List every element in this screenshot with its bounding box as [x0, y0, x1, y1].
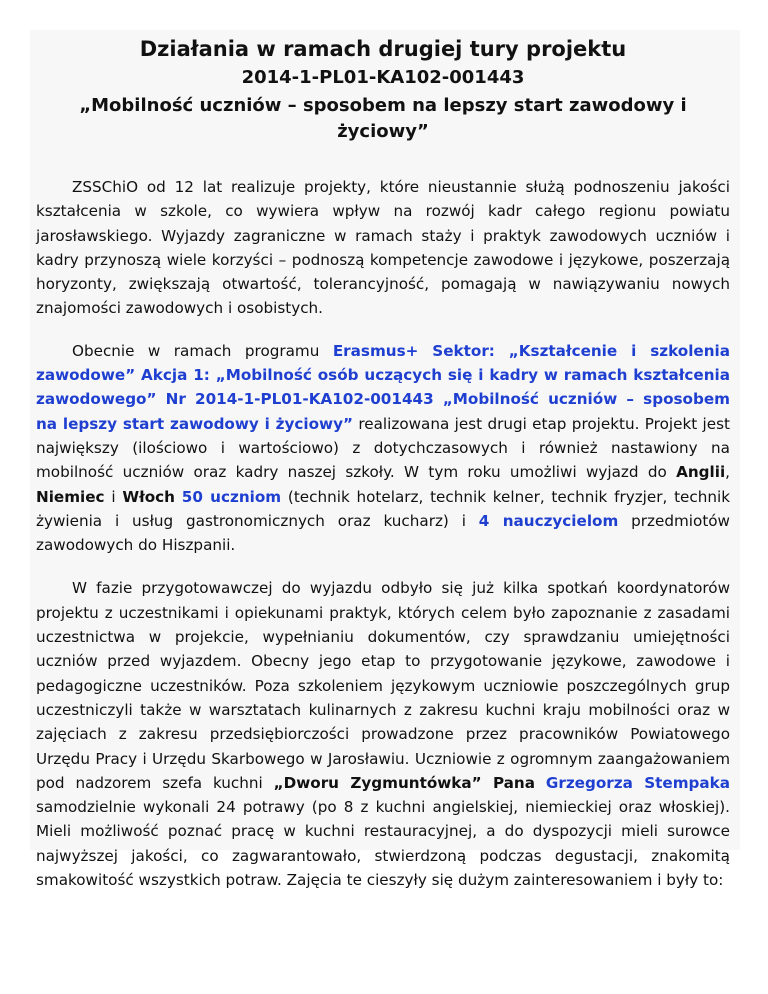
chef-name: Grzegorza Stempaka	[545, 773, 731, 792]
program-intro: Obecnie w ramach programu	[72, 341, 333, 360]
program-text-2: (technik hotelarz, technik kelner, technik fryzjer, technik żywienia i usług gastronomicznych oraz kucharz) i	[36, 487, 731, 530]
program-name: Erasmus+ Sektor: „Kształcenie i szkolenia zawodowe” Akcja 1: „Mobilność osób uczących się i kadry w ramach kształcenia zawodowego” Nr 2014-1-PL01-KA102-001443 „Mobilność uczniów – sposobem na lepszy start zawodowy i życiowy”	[36, 341, 731, 433]
preparation-text-2: samodzielnie wykonali 24 potrawy (po 8 z kuchni angielskiej, niemieckiej oraz włoskiej). Mieli możliwość poznać pracę w kuchni restauracyjnej, a do dyspozycji mieli surowce najwyższej jakości, co zagwarantowało, stwierdzoną podczas degustacji, znakomitą smakowitość wszystkich potraw. Zajęcia te cieszyły się dużym zainteresowaniem i były to:	[36, 798, 730, 890]
separator: i	[104, 487, 123, 506]
preparation-text-1: W fazie przygotowawczej do wyjazdu odbyło się już kilka spotkań koordynatorów projektu z uczestnikami i opiekunami praktyk, których celem było zapoznanie z zasadami uczestnictwa w projekcie, wypełnianiu dokumentów, czy sprawdzaniu umiejętności uczniów przed wyjazdem. Obecny jego etap to przygotowanie językowe, zawodowe i pedagogiczne uczestników. Poza szkoleniem językowym uczniowie poszczególnych grup uczestniczyli także w warsztatach kulinarnych z zakresu kuchni kraju mobilności oraz w zajęciach z zakresu przedsiębiorczości prowadzone przez pracowników Powiatowego Urzędu Pracy i Urzędu Skarbowego w Jarosławiu. Uczniowie z ogromnym zaangażowaniem pod nadzorem szefa kuchni	[36, 579, 730, 792]
students-count: 50 uczniom	[181, 487, 282, 506]
paragraph-preparation	[36, 576, 730, 892]
country-germany: Niemiec	[36, 487, 105, 506]
separator: ,	[725, 463, 730, 482]
teachers-count: 4 nauczycielom	[478, 511, 619, 530]
project-code: 2014-1-PL01-KA102-001443	[241, 67, 525, 88]
document-content	[36, 36, 730, 892]
program-text-1: realizowana jest drugi etap projektu. Projekt jest największy (ilościowo i wartościowo) z dotychczasowych i również nastawiony na mobilność uczniów oraz kadry naszej szkoły. W tym roku umożliwi wyjazd do	[36, 414, 730, 482]
country-england: Anglii	[676, 463, 726, 482]
separator	[535, 774, 546, 792]
separator	[175, 488, 182, 506]
restaurant-name: „Dworu Zygmuntówka” Pana	[273, 773, 535, 792]
project-subtitle: „Mobilność uczniów – sposobem na lepszy start zawodowy i życiowy”	[79, 95, 687, 142]
paragraph-intro	[36, 175, 730, 321]
program-text-3: przedmiotów zawodowych do Hiszpanii.	[36, 511, 730, 555]
paragraph-intro-text: ZSSChiO od 12 lat realizuje projekty, które nieustannie służą podnoszeniu jakości kształcenia w szkole, co wywiera wpływ na rozwój kadr całego regionu powiatu jarosławskiego. Wyjazdy zagraniczne w ramach staży i praktyk zawodowych uczniów i kadry przynoszą wiele korzyści – podnoszą kompetencje zawodowe i językowe, poszerzają horyzonty, zwiększają otwartość, tolerancyjność, pomagają w nawiązywaniu nowych znajomości zawodowych i osobistych.	[36, 178, 730, 318]
country-italy: Włoch	[122, 487, 175, 506]
document-title: Działania w ramach drugiej tury projektu	[139, 37, 627, 61]
paragraph-program	[36, 339, 730, 558]
